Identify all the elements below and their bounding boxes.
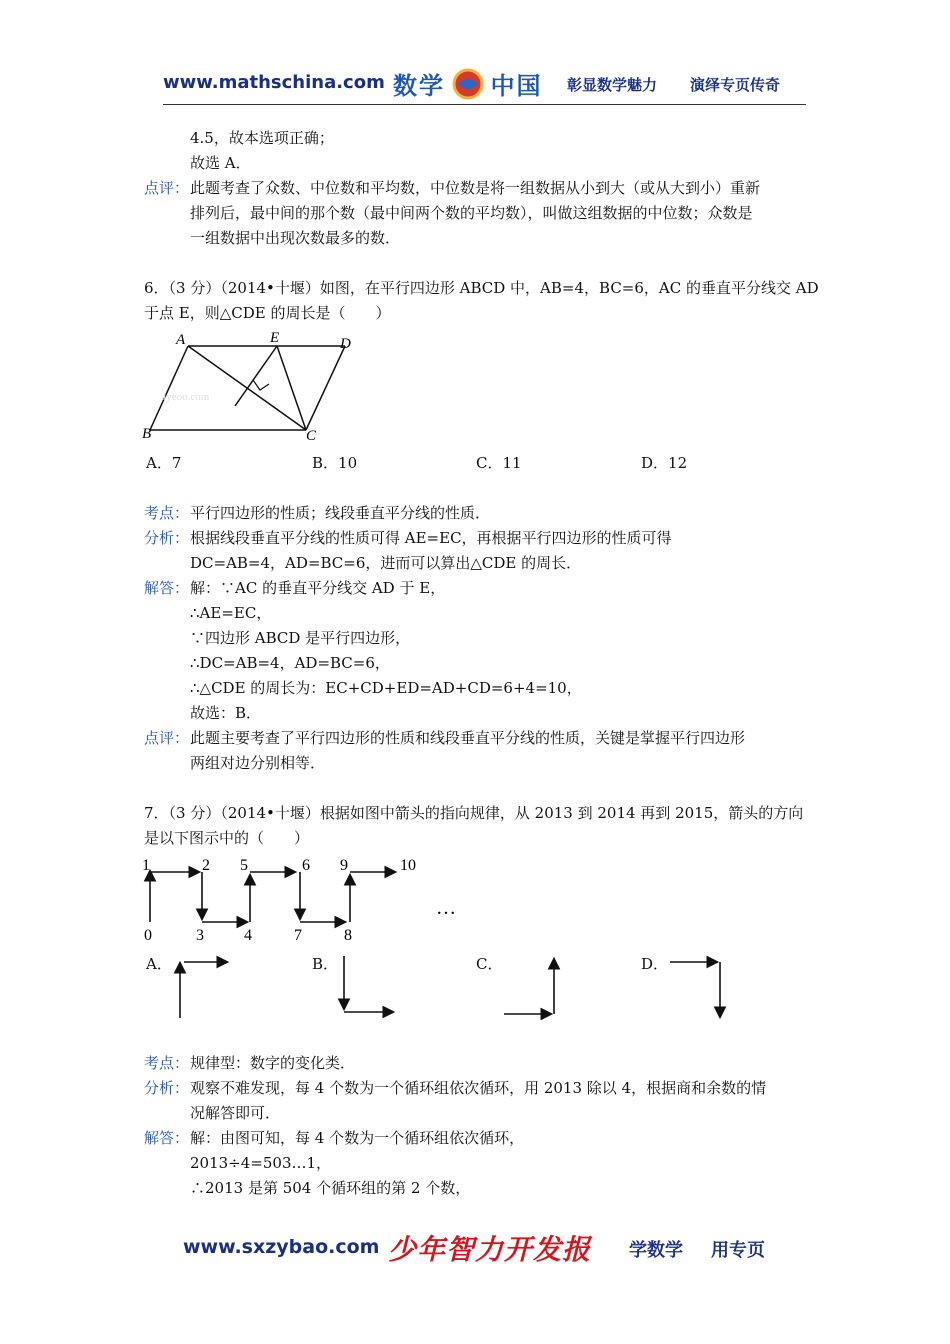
ellipsis: … bbox=[436, 897, 456, 919]
num-2: 2 bbox=[202, 857, 210, 874]
globe-icon bbox=[452, 68, 484, 100]
text-line: 况解答即可． bbox=[190, 1104, 281, 1122]
num-5: 5 bbox=[240, 857, 248, 874]
header-logo bbox=[393, 66, 543, 101]
q7-option-a-arrows bbox=[170, 952, 234, 1020]
text-line: ∴△CDE 的周长为：EC+CD+ED=AD+CD=6+4=10， bbox=[190, 679, 582, 697]
text-line: 6．（3 分）（2014•十堰）如图，在平行四边形 ABCD 中，AB=4，BC=6，AC 的垂直平分线交 AD bbox=[144, 279, 819, 297]
q6-fenxi-label: 分析： bbox=[144, 529, 190, 547]
text-line: 排列后，最中间的那个数（最中间两个数的平均数），叫做这组数据的中位数；众数是 bbox=[190, 204, 753, 222]
q7-option-b[interactable]: B． bbox=[312, 955, 339, 973]
num-10: 10 bbox=[400, 857, 416, 874]
q6-dianping-label: 点评： bbox=[144, 729, 190, 747]
header-logo-text2: 中国 bbox=[490, 72, 543, 100]
q7-kaodian: 规律型：数字的变化类． bbox=[190, 1054, 356, 1072]
num-3: 3 bbox=[196, 927, 204, 944]
header-logo-text: 数学 bbox=[393, 72, 445, 100]
label-C: C bbox=[306, 428, 317, 444]
text-line: DC=AB=4，AD=BC=6，进而可以算出△CDE 的周长． bbox=[190, 554, 582, 572]
q7-option-c[interactable]: C． bbox=[476, 955, 503, 973]
footer-slogan-1: 学数学 bbox=[629, 1240, 683, 1261]
label-D: D bbox=[340, 336, 351, 352]
header-slogan-1: 彰显数学魅力 bbox=[567, 76, 658, 94]
text-line: 解：∵AC 的垂直平分线交 AD 于 E， bbox=[190, 579, 446, 597]
q6-kaodian: 平行四边形的性质；线段垂直平分线的性质． bbox=[190, 504, 491, 522]
text-line: ∵四边形 ABCD 是平行四边形， bbox=[190, 629, 411, 647]
text-line: 观察不难发现，每 4 个数为一个循环组依次循环，用 2013 除以 4，根据商和余数的情 bbox=[190, 1079, 767, 1097]
q6-kaodian-label: 考点： bbox=[144, 504, 190, 522]
header-slogan-2: 演绎专页传奇 bbox=[690, 76, 781, 94]
num-9: 9 bbox=[340, 857, 348, 874]
q7-kaodian-label: 考点： bbox=[144, 1054, 190, 1072]
num-7: 7 bbox=[294, 927, 302, 944]
q6-parallelogram-figure bbox=[140, 328, 360, 446]
header-url: www.mathschina.com bbox=[163, 72, 385, 93]
text-line: 此题考查了众数、中位数和平均数，中位数是将一组数据从小到大（或从大到小）重新 bbox=[190, 179, 761, 197]
q6-option-c[interactable]: C．11 bbox=[476, 454, 522, 472]
text-line: 故选 A． bbox=[190, 154, 251, 172]
text-line: 一组数据中出现次数最多的数． bbox=[190, 229, 401, 247]
q6-jieda-label: 解答： bbox=[144, 579, 190, 597]
q6-option-d[interactable]: D．12 bbox=[641, 454, 688, 472]
q7-arrow-pattern-figure bbox=[140, 852, 480, 948]
label-E: E bbox=[270, 330, 280, 346]
q7-option-b-arrows bbox=[336, 952, 400, 1020]
q6-option-a[interactable]: A．7 bbox=[146, 454, 182, 472]
num-1: 1 bbox=[142, 857, 150, 874]
q7-option-a[interactable]: A． bbox=[146, 955, 172, 973]
text-line: 解：由图可知，每 4 个数为一个循环组依次循环， bbox=[190, 1129, 525, 1147]
q6-option-b[interactable]: B．10 bbox=[312, 454, 358, 472]
comment-label: 点评： bbox=[144, 179, 190, 197]
num-6: 6 bbox=[302, 857, 310, 874]
num-0: 0 bbox=[144, 927, 152, 944]
q7-fenxi-label: 分析： bbox=[144, 1079, 190, 1097]
text-line: ∴2013 是第 504 个循环组的第 2 个数， bbox=[190, 1179, 471, 1197]
q7-jieda-label: 解答： bbox=[144, 1129, 190, 1147]
num-4: 4 bbox=[244, 927, 252, 944]
label-A: A bbox=[176, 332, 186, 348]
text-line: 故选：B． bbox=[190, 704, 262, 722]
text-line: ∴AE=EC， bbox=[190, 604, 272, 622]
text-line: 两组对边分别相等． bbox=[190, 754, 326, 772]
num-8: 8 bbox=[344, 927, 352, 944]
header-rule bbox=[163, 104, 806, 105]
footer-brand: 少年智力开发报 bbox=[388, 1233, 592, 1266]
q7-option-c-arrows bbox=[500, 952, 564, 1020]
footer-slogan-2: 用专页 bbox=[711, 1240, 765, 1261]
text-line: ∴DC=AB=4，AD=BC=6， bbox=[190, 654, 390, 672]
label-B: B bbox=[142, 426, 152, 442]
text-line: 7．（3 分）（2014•十堰）根据如图中箭头的指向规律，从 2013 到 2014 再到 2015，箭头的方向 bbox=[144, 804, 804, 822]
q7-option-d-arrows bbox=[666, 952, 730, 1022]
text-line: 根据线段垂直平分线的性质可得 AE=EC，再根据平行四边形的性质可得 bbox=[190, 529, 672, 547]
text-line: 2013÷4=503…1， bbox=[190, 1154, 332, 1172]
text-line: 此题主要考查了平行四边形的性质和线段垂直平分线的性质，关键是掌握平行四边形 bbox=[190, 729, 746, 747]
text-line: 4.5，故本选项正确； bbox=[190, 129, 334, 147]
q6-watermark: Jyeoo.com bbox=[162, 391, 210, 403]
text-line: 是以下图示中的（ ） bbox=[144, 829, 310, 847]
footer-url: www.sxzybao.com bbox=[183, 1236, 380, 1258]
text-line: 于点 E，则△CDE 的周长是（ ） bbox=[144, 304, 391, 322]
q7-option-d[interactable]: D． bbox=[641, 955, 669, 973]
